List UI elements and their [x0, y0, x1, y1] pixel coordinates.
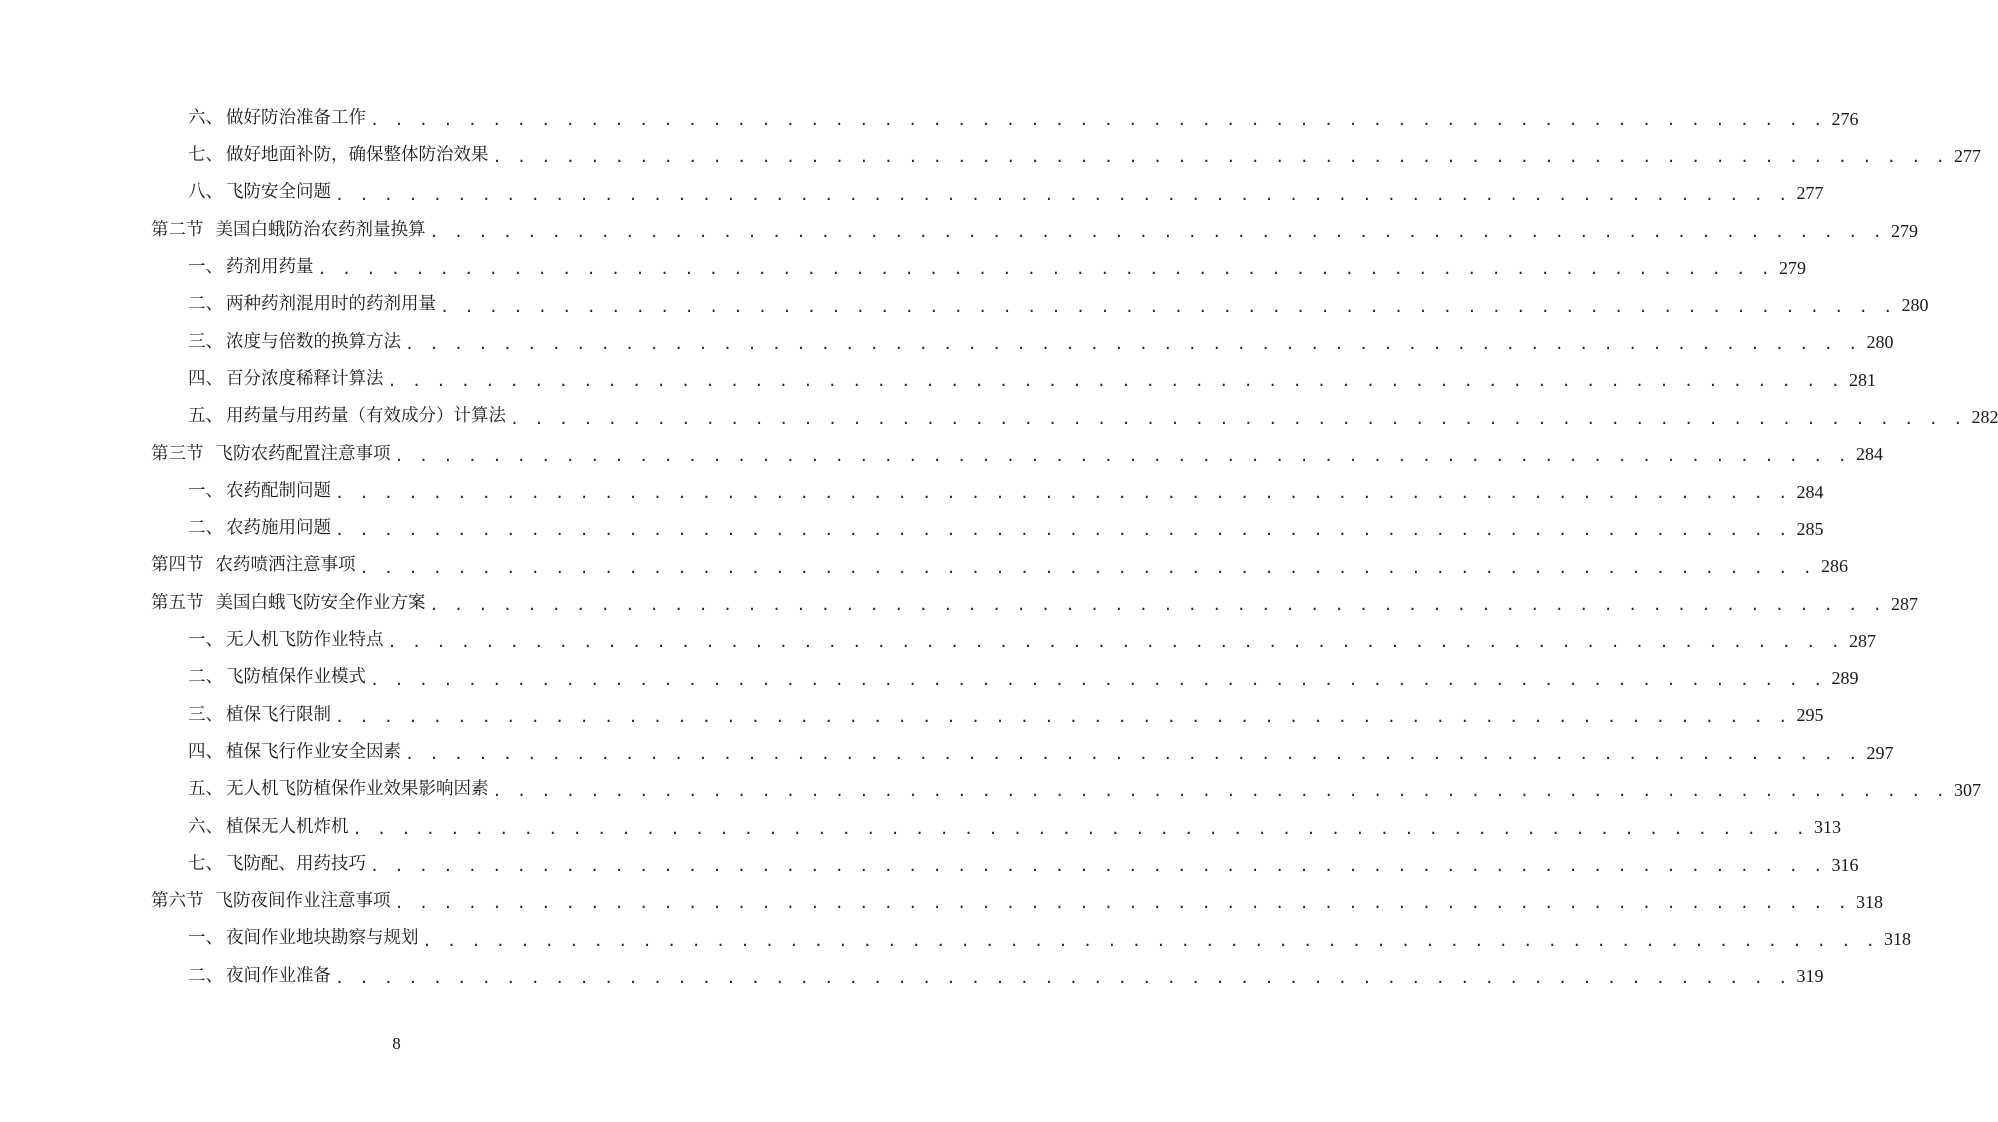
toc-entry-number: 三、 [188, 704, 223, 725]
toc-entry-title: 用药量与用药量（有效成分）计算法 [226, 406, 506, 427]
toc-entry-number: 第二节 [151, 219, 204, 240]
toc-subsection-entry [0, 510, 1824, 547]
toc-entry-page: 282 [1971, 407, 1998, 428]
toc-subsection-entry [0, 622, 1876, 659]
toc-dot-leader: . . . . . . . . . . . . . . . . . . . . . . . . . . . . . . . . . . . . . . . . . . . . . . . . . . . . . . . . . . . . [422, 931, 1878, 950]
toc-entry-page: 276 [1831, 108, 1859, 129]
toc-entry-number: 一、 [188, 480, 223, 501]
toc-dot-leader: . . . . . . . . . . . . . . . . . . . . . . . . . . . . . . . . . . . . . . . . . . . . . . . . . . . . . . . . . . . . [440, 297, 1896, 316]
toc-entry-page: 319 [1796, 966, 1824, 987]
toc-entry-number: 八、 [188, 182, 223, 203]
toc-dot-leader: . . . . . . . . . . . . . . . . . . . . . . . . . . . . . . . . . . . . . . . . . . . . . . . . . . . . . . . . . . . . [317, 260, 1773, 279]
toc-entry-page: 318 [1883, 929, 1911, 950]
toc-dot-leader: . . . . . . . . . . . . . . . . . . . . . . . . . . . . . . . . . . . . . . . . . . . . . . . . . . . . . . . . . . . . [405, 745, 1861, 764]
toc-subsection-entry [0, 846, 1859, 883]
toc-subsection-entry [0, 734, 1894, 771]
toc-entry-title: 美国白蛾飞防安全作业方案 [215, 592, 426, 613]
toc-dot-leader: . . . . . . . . . . . . . . . . . . . . . . . . . . . . . . . . . . . . . . . . . . . . . . . . . . . . . . . . . . . . [429, 596, 1885, 614]
toc-dot-leader: . . . . . . . . . . . . . . . . . . . . . . . . . . . . . . . . . . . . . . . . . . . . . . . . . . . . . . . . . . . . [335, 707, 1791, 726]
toc-subsection-entry [0, 286, 1929, 323]
page-number: 8 [392, 1034, 401, 1053]
toc-entry-page: 286 [1820, 556, 1848, 577]
toc-dot-leader: . . . . . . . . . . . . . . . . . . . . . . . . . . . . . . . . . . . . . . . . . . . . . . . . . . . . . . . . . . . . [335, 521, 1791, 540]
toc-subsection-entry [0, 324, 1894, 361]
toc-entry-number: 六、 [188, 107, 223, 128]
toc-entry-page: 279 [1890, 220, 1918, 241]
toc-entry-number: 二、 [188, 518, 223, 539]
toc-entry-title: 农药配制问题 [226, 480, 331, 501]
toc-subsection-entry [0, 921, 1911, 958]
toc-subsection-entry [0, 249, 1806, 286]
toc-dot-leader: . . . . . . . . . . . . . . . . . . . . . . . . . . . . . . . . . . . . . . . . . . . . . . . . . . . . . . . . . . . . [335, 968, 1791, 987]
toc-dot-leader: . . . . . . . . . . . . . . . . . . . . . . . . . . . . . . . . . . . . . . . . . . . . . . . . . . . . . . . . . . . . [510, 409, 1966, 428]
toc-entry-page: 313 [1813, 817, 1841, 838]
toc-entry-number: 二、 [188, 294, 223, 315]
toc-entry-title: 植保飞行作业安全因素 [226, 741, 401, 762]
toc-subsection-entry [0, 398, 1998, 435]
toc-entry-number: 五、 [188, 779, 223, 800]
toc-entry-title: 飞防配、用药技巧 [226, 853, 366, 874]
toc-entry-number: 三、 [188, 331, 223, 352]
toc-entry-title: 两种药剂混用时的药剂用量 [226, 294, 436, 315]
toc-section-entry [0, 883, 1883, 920]
toc-entry-page: 280 [1901, 295, 1929, 316]
toc-entry-number: 第三节 [151, 443, 204, 464]
toc-entry-number: 第六节 [151, 891, 204, 912]
toc-entry-page: 284 [1796, 481, 1824, 502]
toc-subsection-entry [0, 809, 1841, 846]
toc-entry-page: 295 [1796, 705, 1824, 726]
toc-section-entry [0, 585, 1918, 622]
toc-entry-page: 289 [1831, 668, 1859, 689]
toc-section-entry [0, 212, 1918, 249]
toc-entry-number: 六、 [188, 816, 223, 837]
toc-dot-leader: . . . . . . . . . . . . . . . . . . . . . . . . . . . . . . . . . . . . . . . . . . . . . . . . . . . . . . . . . . . . [387, 633, 1843, 652]
toc-dot-leader: . . . . . . . . . . . . . . . . . . . . . . . . . . . . . . . . . . . . . . . . . . . . . . . . . . . . . . . . . . . . [370, 857, 1826, 876]
toc-entry-title: 无人机飞防植保作业效果影响因素 [226, 779, 489, 800]
toc-dot-leader: . . . . . . . . . . . . . . . . . . . . . . . . . . . . . . . . . . . . . . . . . . . . . . . . . . . . . . . . . . . . [370, 670, 1826, 689]
toc-dot-leader: . . . . . . . . . . . . . . . . . . . . . . . . . . . . . . . . . . . . . . . . . . . . . . . . . . . . . . . . . . . . [394, 446, 1850, 465]
toc-entry-number: 第五节 [151, 592, 204, 613]
toc-dot-leader: . . . . . . . . . . . . . . . . . . . . . . . . . . . . . . . . . . . . . . . . . . . . . . . . . . . . . . . . . . . . [405, 334, 1861, 353]
toc-entry-page: 280 [1866, 332, 1894, 353]
toc-entry-title: 植保无人机炸机 [226, 816, 349, 837]
toc-entry-page: 316 [1831, 854, 1859, 875]
toc-entry-number: 二、 [188, 965, 223, 986]
toc-entry-title: 药剂用药量 [226, 257, 314, 278]
toc-entry-title: 夜间作业地块勘察与规划 [226, 928, 419, 949]
toc-entry-title: 飞防农药配置注意事项 [215, 443, 391, 464]
toc-entry-page: 277 [1953, 145, 1981, 166]
toc-entry-title: 浓度与倍数的换算方法 [226, 331, 401, 352]
toc-subsection-entry [0, 175, 1824, 212]
toc-dot-leader: . . . . . . . . . . . . . . . . . . . . . . . . . . . . . . . . . . . . . . . . . . . . . . . . . . . . . . . . . . . . [387, 372, 1843, 391]
toc-entry-title: 美国白蛾防治农药剂量换算 [215, 219, 426, 240]
toc-entry-number: 第四节 [151, 555, 204, 576]
toc-entry-number: 七、 [188, 853, 223, 874]
toc-entry-page: 277 [1796, 183, 1824, 204]
toc-dot-leader: . . . . . . . . . . . . . . . . . . . . . . . . . . . . . . . . . . . . . . . . . . . . . . . . . . . . . . . . . . . . [359, 558, 1815, 577]
toc-entry-page: 287 [1848, 630, 1876, 651]
toc-dot-leader: . . . . . . . . . . . . . . . . . . . . . . . . . . . . . . . . . . . . . . . . . . . . . . . . . . . . . . . . . . . . [335, 484, 1791, 503]
toc-entry-page: 284 [1855, 444, 1883, 465]
toc-entry-number: 一、 [188, 630, 223, 651]
toc-dot-leader: . . . . . . . . . . . . . . . . . . . . . . . . . . . . . . . . . . . . . . . . . . . . . . . . . . . . . . . . . . . . [394, 894, 1850, 913]
toc-entry-number: 一、 [188, 257, 223, 278]
toc-subsection-entry [0, 697, 1824, 734]
toc-entry-page: 281 [1848, 369, 1876, 390]
toc-subsection-entry [0, 137, 1981, 174]
toc-entry-title: 飞防夜间作业注意事项 [215, 891, 391, 912]
toc-entry-page: 279 [1778, 257, 1806, 278]
toc-dot-leader: . . . . . . . . . . . . . . . . . . . . . . . . . . . . . . . . . . . . . . . . . . . . . . . . . . . . . . . . . . . . [492, 782, 1948, 801]
toc-entry-title: 做好地面补防，确保整体防治效果 [226, 145, 489, 166]
toc-entry-title: 飞防安全问题 [226, 182, 331, 203]
toc-entry-number: 四、 [188, 741, 223, 762]
toc-entry-page: 285 [1796, 518, 1824, 539]
toc-entry-page: 318 [1855, 891, 1883, 912]
toc-entry-title: 百分浓度稀释计算法 [226, 368, 384, 389]
toc-subsection-entry [0, 100, 1859, 137]
toc-subsection-entry [0, 659, 1859, 696]
toc-dot-leader: . . . . . . . . . . . . . . . . . . . . . . . . . . . . . . . . . . . . . . . . . . . . . . . . . . . . . . . . . . . . [352, 819, 1808, 838]
toc-entry-title: 夜间作业准备 [226, 965, 331, 986]
toc-section-entry [0, 436, 1883, 473]
toc-entry-number: 一、 [188, 928, 223, 949]
table-of-contents [0, 100, 1998, 995]
toc-section-entry [0, 548, 1848, 585]
toc-subsection-entry [0, 361, 1876, 398]
toc-dot-leader: . . . . . . . . . . . . . . . . . . . . . . . . . . . . . . . . . . . . . . . . . . . . . . . . . . . . . . . . . . . . [429, 223, 1885, 242]
toc-entry-title: 植保飞行限制 [226, 704, 331, 725]
toc-dot-leader: . . . . . . . . . . . . . . . . . . . . . . . . . . . . . . . . . . . . . . . . . . . . . . . . . . . . . . . . . . . . [370, 111, 1826, 130]
toc-entry-page: 307 [1953, 779, 1981, 800]
toc-entry-number: 五、 [188, 406, 223, 427]
toc-dot-leader: . . . . . . . . . . . . . . . . . . . . . . . . . . . . . . . . . . . . . . . . . . . . . . . . . . . . . . . . . . . . [335, 185, 1791, 204]
toc-entry-number: 四、 [188, 368, 223, 389]
toc-entry-title: 无人机飞防作业特点 [226, 630, 384, 651]
toc-entry-page: 287 [1890, 593, 1918, 614]
toc-entry-number: 二、 [188, 667, 223, 688]
toc-entry-title: 农药喷洒注意事项 [215, 555, 356, 576]
toc-subsection-entry [0, 473, 1824, 510]
toc-subsection-entry [0, 771, 1981, 808]
toc-dot-leader: . . . . . . . . . . . . . . . . . . . . . . . . . . . . . . . . . . . . . . . . . . . . . . . . . . . . . . . . . . . . [492, 148, 1948, 167]
toc-subsection-entry [0, 958, 1824, 995]
toc-entry-title: 飞防植保作业模式 [226, 667, 366, 688]
toc-entry-number: 七、 [188, 145, 223, 166]
toc-entry-title: 农药施用问题 [226, 518, 331, 539]
toc-entry-page: 297 [1866, 742, 1894, 763]
toc-entry-title: 做好防治准备工作 [226, 107, 366, 128]
